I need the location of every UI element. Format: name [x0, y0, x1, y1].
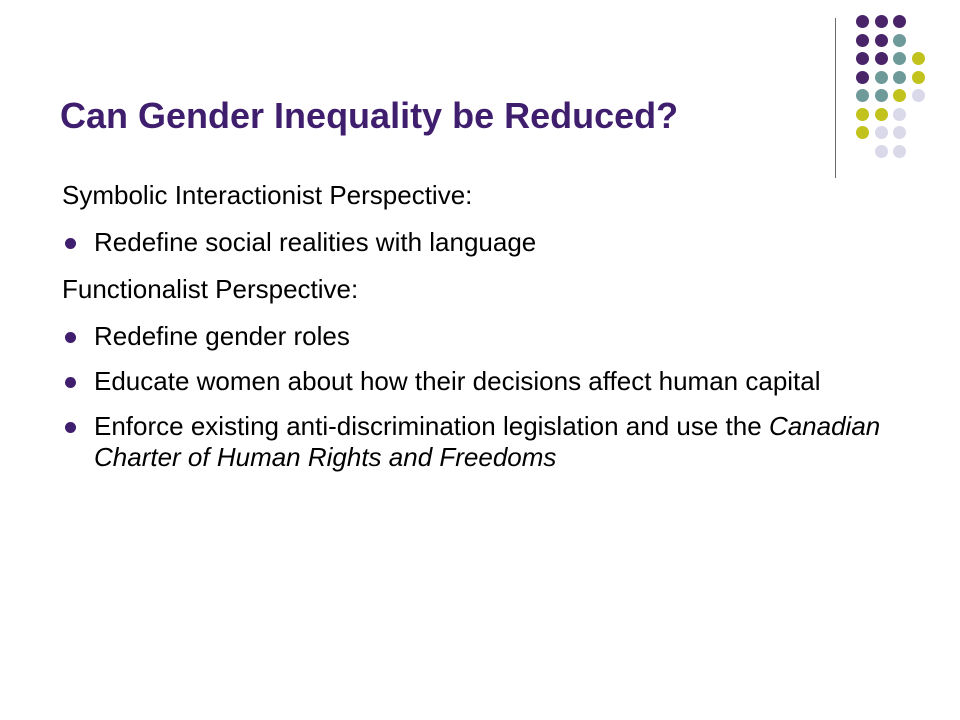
- decorative-dot-icon: [856, 71, 869, 84]
- section-heading-functionalist: Functionalist Perspective:: [62, 274, 359, 304]
- decorative-dot-icon: [875, 89, 888, 102]
- decorative-dot-icon: [893, 15, 906, 28]
- decorative-dot-icon: [875, 15, 888, 28]
- decorative-dot-icon: [875, 34, 888, 47]
- decorative-dot-icon: [912, 52, 925, 65]
- bullet-text: Redefine gender roles: [94, 321, 350, 351]
- bullet-dot-icon: [65, 238, 76, 249]
- decorative-dot-icon: [856, 108, 869, 121]
- decorative-dot-icon: [893, 34, 906, 47]
- decorative-dot-icon: [856, 126, 869, 139]
- decorative-dot-icon: [856, 15, 869, 28]
- bullet-item: [62, 321, 922, 352]
- bullet-text: Enforce existing anti-discrimination legislation and use the: [94, 411, 762, 441]
- decorative-dot-icon: [893, 52, 906, 65]
- decorative-dot-icon: [875, 52, 888, 65]
- decorative-dot-icon: [893, 89, 906, 102]
- decorative-dot-icon: [856, 34, 869, 47]
- bullet-dot-icon: [65, 377, 76, 388]
- decorative-dot-icon: [893, 108, 906, 121]
- slide-title: Can Gender Inequality be Reduced?: [60, 95, 679, 136]
- bullet-text: Educate women about how their decisions affect human capital: [94, 366, 821, 396]
- slide-body: [62, 178, 922, 487]
- bullet-item: [62, 366, 922, 397]
- bullet-item: [62, 411, 922, 473]
- decorative-dot-icon: [875, 126, 888, 139]
- decorative-dot-icon: [912, 89, 925, 102]
- bullet-dot-icon: [65, 422, 76, 433]
- decorative-dot-icon: [893, 145, 906, 158]
- decorative-dot-icon: [875, 108, 888, 121]
- decorative-dot-icon: [893, 71, 906, 84]
- decorative-dot-icon: [912, 71, 925, 84]
- charter-name: Canadian Charter of Human Rights and Freedoms: [94, 411, 881, 472]
- bullet-dot-icon: [65, 332, 76, 343]
- bullet-text: Redefine social realities with language: [94, 227, 537, 257]
- decorative-dot-icon: [875, 71, 888, 84]
- decorative-dot-icon: [893, 126, 906, 139]
- decorative-dot-icon: [875, 145, 888, 158]
- bullet-item: [62, 227, 922, 258]
- section-heading-symbolic: Symbolic Interactionist Perspective:: [62, 180, 473, 210]
- vertical-divider: [835, 18, 836, 178]
- decorative-dot-icon: [856, 89, 869, 102]
- decorative-dot-icon: [856, 52, 869, 65]
